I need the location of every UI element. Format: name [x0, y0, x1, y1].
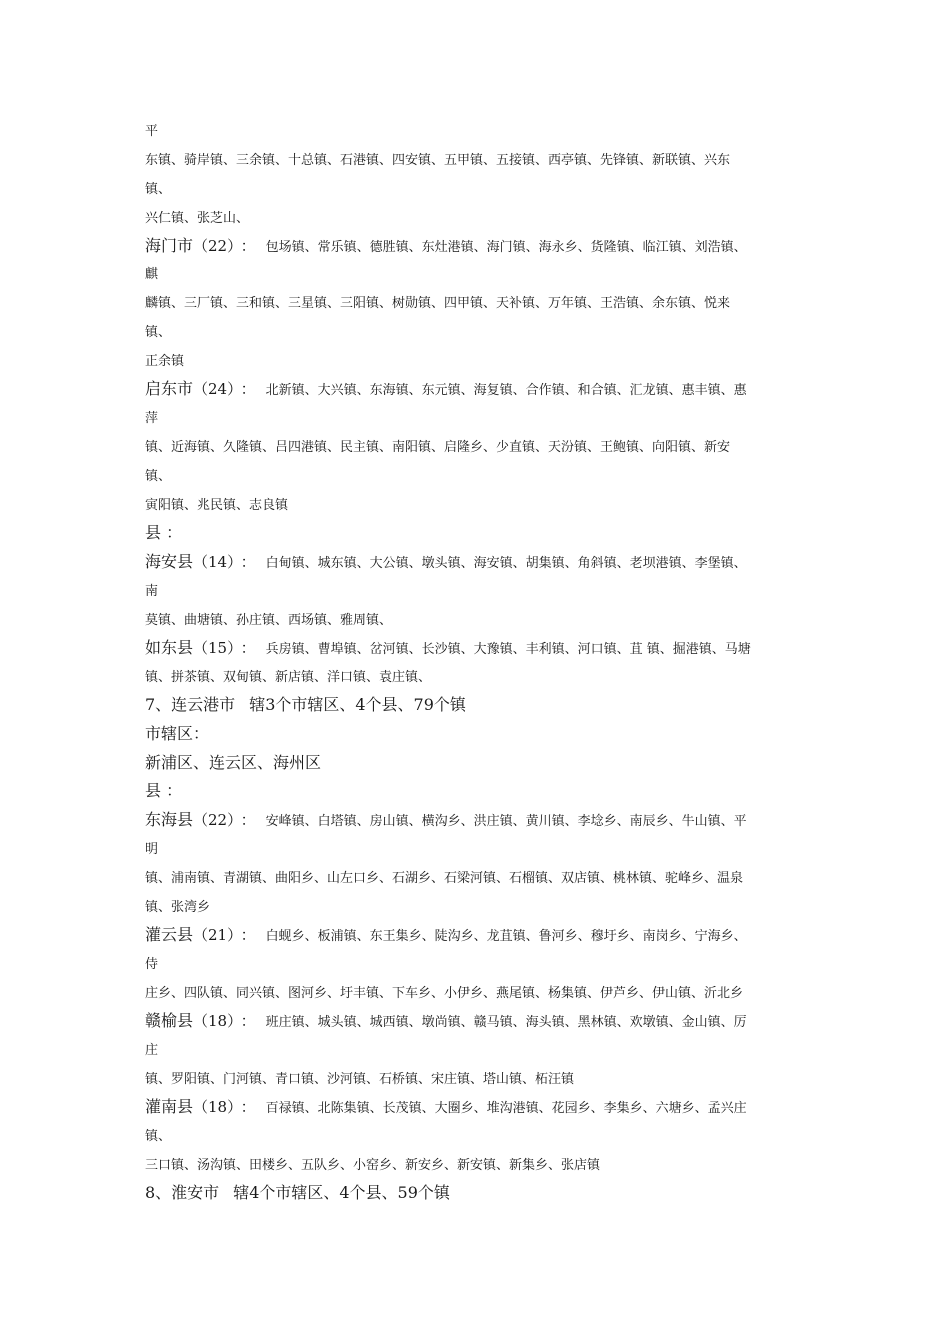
section-heading: 县 ： — [145, 523, 183, 542]
entry-towns: 安峰镇、白塔镇、房山镇、横沟乡、洪庄镇、黄川镇、李埝乡、南辰乡、牛山镇、平 — [265, 814, 747, 829]
entry-label: 灌南县 — [145, 1097, 194, 1116]
county-entry-guannan: 灌南县（18） ： 百禄镇、北陈集镇、长茂镇、大圈乡、堆沟港镇、花园乡、李集乡、六塘乡、孟兴庄 — [145, 1097, 747, 1116]
county-entry-qidong: 启东市（24） ： 北新镇、大兴镇、东海镇、东元镇、海复镇、合作镇、和合镇、汇龙镇、惠丰镇、惠 — [145, 379, 747, 398]
entry-count: （21） — [193, 926, 235, 944]
text-line: 正余镇 — [145, 354, 185, 369]
city-summary: 辖3个市辖区、4个县、79个镇 — [249, 695, 466, 714]
entry-count: （15） — [193, 639, 235, 657]
text-line: 镇、罗阳镇、门河镇、青口镇、沙河镇、石桥镇、宋庄镇、塔山镇、柘汪镇 — [145, 1072, 575, 1087]
text-line: 明 — [145, 842, 159, 857]
text-line: 莫镇、曲塘镇、孙庄镇、西场镇、雅周镇、 — [145, 613, 393, 628]
entry-count: （18） — [193, 1098, 235, 1116]
text-line: 镇、浦南镇、青湖镇、曲阳乡、山左口乡、石湖乡、石梁河镇、石榴镇、双店镇、桃林镇、驼峰乡、温泉 — [145, 871, 744, 886]
text-line: 镇、近海镇、久隆镇、吕四港镇、民主镇、南阳镇、启隆乡、少直镇、天汾镇、王鲍镇、向阳镇、新安 — [145, 440, 731, 455]
text-line: 南 — [145, 584, 159, 599]
text-line: 麟镇、三厂镇、三和镇、三星镇、三阳镇、树勋镇、四甲镇、天补镇、万年镇、王浩镇、余东镇、悦来 — [145, 296, 731, 311]
text-line: 东镇、骑岸镇、三余镇、十总镇、石港镇、四安镇、五甲镇、五接镇、西亭镇、先锋镇、新联镇、兴东 — [145, 153, 731, 168]
county-entry-ganyu: 赣榆县（18） ： 班庄镇、城头镇、城西镇、墩尚镇、赣马镇、海头镇、黑林镇、欢墩镇、金山镇、厉 — [145, 1011, 747, 1030]
text-line: 镇、张湾乡 — [145, 900, 211, 915]
county-entry-haian: 海安县（14） ： 白甸镇、城东镇、大公镇、墩头镇、海安镇、胡集镇、角斜镇、老坝港镇、李堡镇、 — [145, 552, 747, 571]
entry-label: 东海县 — [145, 810, 194, 829]
text-line: 寅阳镇、兆民镇、志良镇 — [145, 498, 289, 513]
entry-towns: 白蚬乡、板浦镇、东王集乡、陡沟乡、龙苴镇、鲁河乡、穆圩乡、南岗乡、宁海乡、 — [265, 929, 747, 944]
entry-towns: 兵房镇、曹埠镇、岔河镇、长沙镇、大豫镇、丰利镇、河口镇、苴 镇、掘港镇、马塘 — [265, 642, 751, 657]
county-entry-guanyun: 灌云县（21） ： 白蚬乡、板浦镇、东王集乡、陡沟乡、龙苴镇、鲁河乡、穆圩乡、南岗乡、宁海乡、 — [145, 925, 747, 944]
entry-towns: 班庄镇、城头镇、城西镇、墩尚镇、赣马镇、海头镇、黑林镇、欢墩镇、金山镇、厉 — [265, 1015, 747, 1030]
entry-label: 赣榆县 — [145, 1011, 194, 1030]
text-line: 萍 — [145, 411, 159, 426]
text-line: 三口镇、汤沟镇、田楼乡、五队乡、小窑乡、新安乡、新安镇、新集乡、张店镇 — [145, 1158, 601, 1173]
text-line: 兴仁镇、张芝山、 — [145, 211, 250, 226]
entry-label: 如东县 — [145, 638, 194, 657]
district-list: 新浦区、连云区、海州区 — [145, 753, 322, 772]
text-line: 镇、 — [145, 182, 172, 197]
text-line: 庄 — [145, 1043, 159, 1058]
section-heading: 县 ： — [145, 781, 183, 800]
entry-label: 海安县 — [145, 552, 194, 571]
entry-count: （18） — [193, 1012, 235, 1030]
county-entry-haimen: 海门市（22） ： 包场镇、常乐镇、德胜镇、东灶港镇、海门镇、海永乡、货隆镇、临江镇、刘浩镇、 — [145, 236, 747, 255]
entry-towns: 百禄镇、北陈集镇、长茂镇、大圈乡、堆沟港镇、花园乡、李集乡、六塘乡、孟兴庄 — [265, 1101, 747, 1116]
text-line: 镇、 — [145, 469, 172, 484]
entry-towns: 北新镇、大兴镇、东海镇、东元镇、海复镇、合作镇、和合镇、汇龙镇、惠丰镇、惠 — [265, 383, 747, 398]
entry-count: （14） — [193, 553, 235, 571]
entry-towns: 白甸镇、城东镇、大公镇、墩头镇、海安镇、胡集镇、角斜镇、老坝港镇、李堡镇、 — [265, 556, 747, 571]
city-heading-lianyungang: 7、连云港市 辖3个市辖区、4个县、79个镇 — [145, 695, 466, 714]
text-line: 镇、 — [145, 1129, 172, 1144]
entry-count: （24） — [193, 380, 235, 398]
text-line: 平 — [145, 124, 159, 139]
text-line: 镇、 — [145, 325, 172, 340]
city-summary: 辖4个市辖区、4个县、59个镇 — [233, 1183, 450, 1202]
city-heading-huaian: 8、淮安市 辖4个市辖区、4个县、59个镇 — [145, 1183, 450, 1202]
county-entry-donghai: 东海县（22） ： 安峰镇、白塔镇、房山镇、横沟乡、洪庄镇、黄川镇、李埝乡、南辰乡、牛山镇、平 — [145, 810, 747, 829]
section-heading: 市辖区： — [145, 724, 210, 743]
entry-label: 海门市 — [145, 236, 194, 255]
text-line: 侍 — [145, 957, 159, 972]
text-line: 镇、拼茶镇、双甸镇、新店镇、洋口镇、袁庄镇、 — [145, 670, 432, 685]
text-line: 庄乡、四队镇、同兴镇、图河乡、圩丰镇、下车乡、小伊乡、燕尾镇、杨集镇、伊芦乡、伊山镇、沂北乡 — [145, 986, 744, 1001]
entry-count: （22） — [193, 237, 235, 255]
entry-count: （22） — [193, 811, 235, 829]
text-line: 麒 — [145, 267, 159, 282]
county-entry-rudong: 如东县（15） ： 兵房镇、曹埠镇、岔河镇、长沙镇、大豫镇、丰利镇、河口镇、苴 镇、掘港镇、马塘 — [145, 638, 751, 657]
entry-label: 灌云县 — [145, 925, 194, 944]
entry-towns: 包场镇、常乐镇、德胜镇、东灶港镇、海门镇、海永乡、货隆镇、临江镇、刘浩镇、 — [265, 240, 747, 255]
entry-label: 启东市 — [145, 379, 194, 398]
